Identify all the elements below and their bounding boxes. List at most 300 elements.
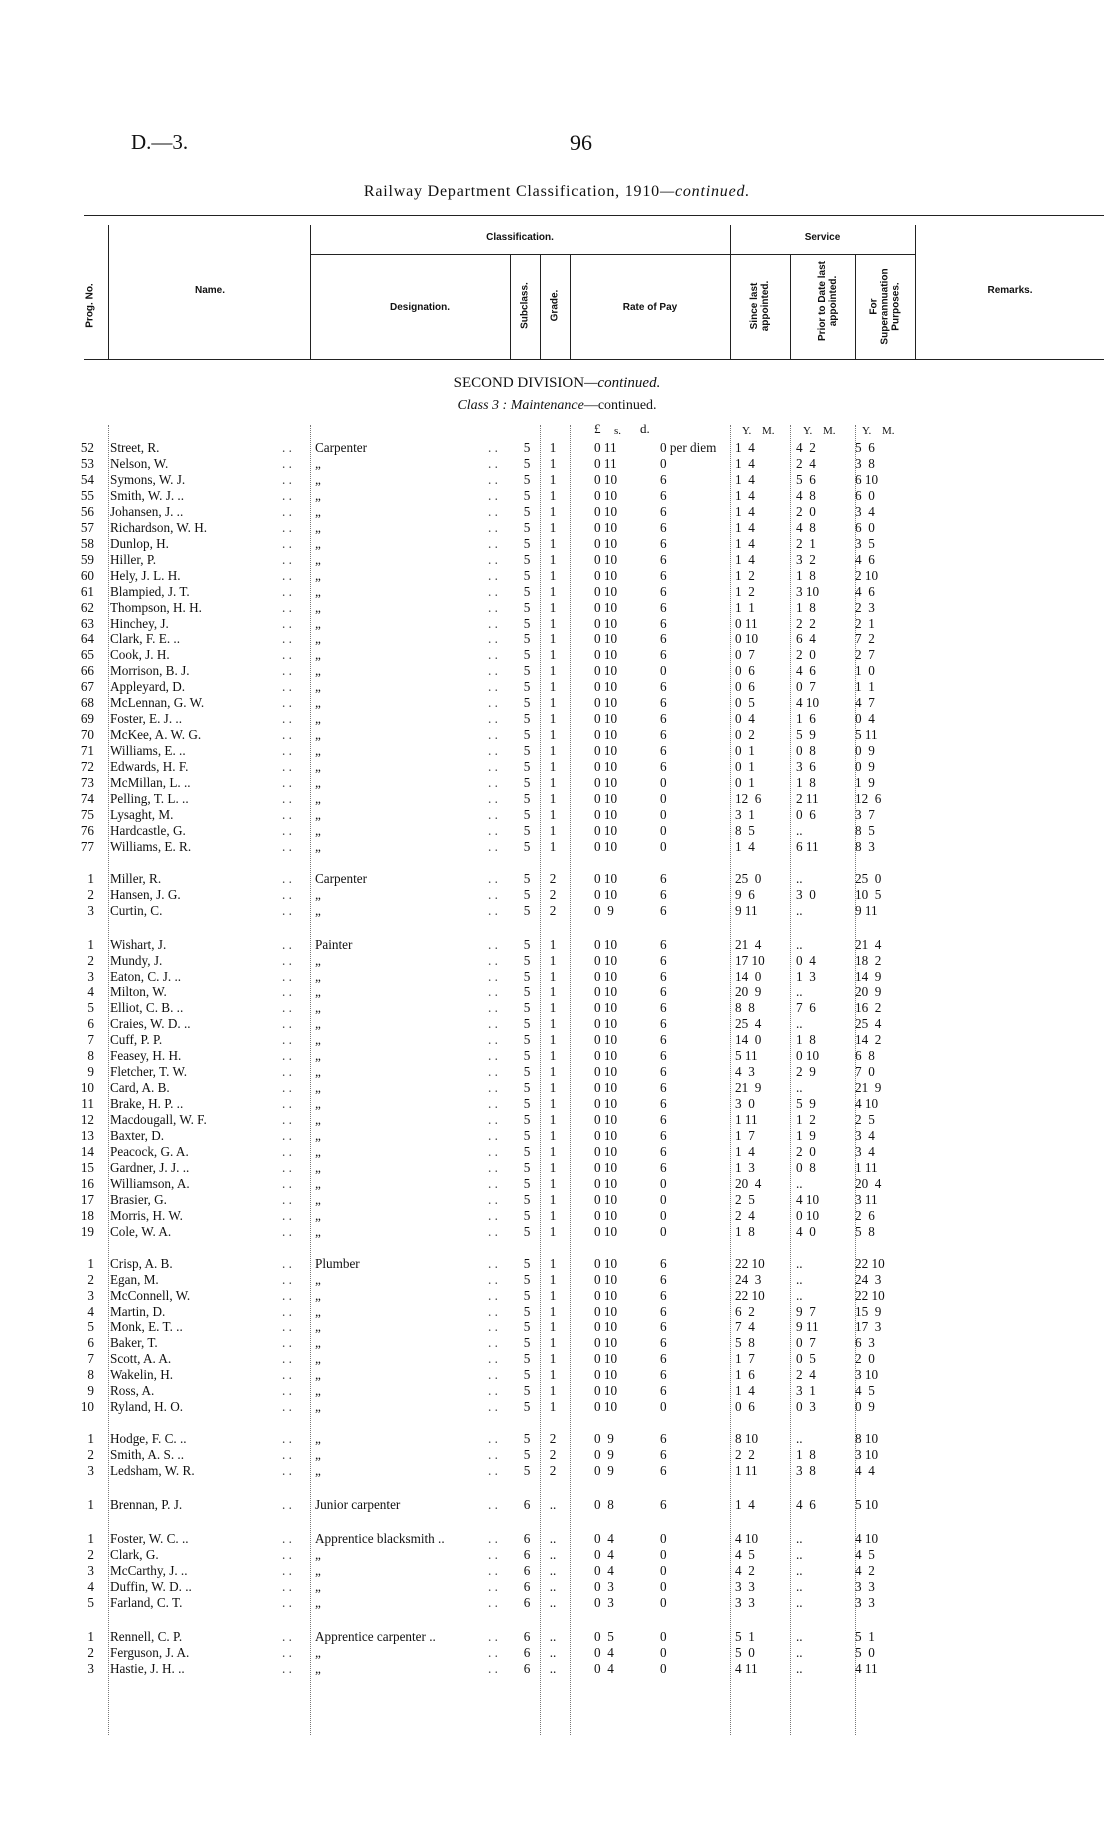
designation-cell: „ <box>315 1112 321 1127</box>
name-cell: Hinchey, J. <box>110 615 169 631</box>
rate-pounds-shillings-cell: 0 10 <box>594 599 618 615</box>
service-since-last-cell: 1 11 <box>735 1463 758 1478</box>
prog-no-cell: 71 <box>80 743 94 759</box>
name-cell: Thompson, H. H. <box>110 599 202 615</box>
leader-dots: . . <box>282 1546 292 1562</box>
rate-pounds-shillings-cell: 0 10 <box>594 968 618 984</box>
leader-dots: . . <box>488 775 498 790</box>
subclass-cell: 5 <box>523 902 531 918</box>
service-since-last-cell: 5 0 <box>735 1644 755 1660</box>
designation-cell: „ <box>315 1000 321 1016</box>
designation-cell: Carpenter <box>315 870 367 886</box>
leader-dots: . . <box>488 1335 498 1351</box>
prog-no-cell: 6 <box>87 1016 94 1032</box>
name-cell: McConnell, W. <box>110 1287 191 1303</box>
leader-dots: . . <box>282 695 292 711</box>
leader-dots: . . <box>282 1644 292 1660</box>
rate-pence-cell: 6 <box>660 1032 667 1048</box>
designation-cell: „ <box>315 806 321 822</box>
subclass-cell: 6 <box>523 1546 531 1562</box>
rate-pence-cell: 6 <box>660 471 667 487</box>
rate-pence-cell: 6 <box>660 727 667 743</box>
service-superannuation-cell: 6 0 <box>855 519 875 535</box>
grade-cell: .. <box>549 1546 557 1562</box>
name-cell: Williams, E. R. <box>110 838 192 854</box>
prog-no-cell: 58 <box>80 535 94 551</box>
table-row <box>0 568 1114 584</box>
service-superannuation-cell: 3 10 <box>855 1367 879 1383</box>
designation-cell: „ <box>315 952 321 968</box>
service-prior-cell: 2 1 <box>796 535 816 551</box>
grade-cell: 1 <box>549 1080 557 1096</box>
prog-no-cell: 3 <box>87 1562 94 1578</box>
rate-pence-cell: 6 <box>660 487 667 503</box>
service-superannuation-cell: 5 6 <box>855 440 875 455</box>
service-superannuation-cell: 20 9 <box>855 984 882 1000</box>
rate-pence-cell: 6 <box>660 1447 667 1463</box>
leader-dots: . . <box>488 1319 498 1335</box>
rate-pence-cell: 6 <box>660 1112 667 1127</box>
service-prior-cell: 0 8 <box>796 1159 816 1175</box>
table-row <box>0 1447 1114 1463</box>
designation-cell: „ <box>315 711 321 727</box>
prog-no-cell: 3 <box>87 902 94 918</box>
service-since-last-cell: 0 5 <box>735 695 755 711</box>
name-cell: Morrison, B. J. <box>110 663 190 679</box>
table-row <box>0 1288 1114 1304</box>
rate-pence-cell: 6 <box>660 679 667 695</box>
service-superannuation-cell: 3 4 <box>855 1128 875 1143</box>
rate-pence-cell: 0 <box>660 822 667 838</box>
service-superannuation-cell: 2 7 <box>855 647 875 663</box>
rate-pence-cell: 0 <box>660 1175 667 1191</box>
rate-pence-cell: 0 <box>660 1644 667 1660</box>
name-cell: Williams, E. .. <box>110 743 186 759</box>
unit-pound: £ <box>594 421 601 436</box>
grade-cell: 2 <box>549 1431 557 1447</box>
rate-pounds-shillings-cell: 0 10 <box>594 822 618 838</box>
name-cell: Duffin, W. D. .. <box>110 1578 192 1594</box>
rate-pounds-shillings-cell: 0 10 <box>594 679 618 695</box>
leader-dots: . . <box>488 1287 498 1303</box>
name-cell: Wakelin, H. <box>110 1367 174 1383</box>
service-prior-cell: .. <box>796 1594 803 1610</box>
grade-cell: 1 <box>549 455 557 471</box>
name-cell: Wishart, J. <box>110 936 167 952</box>
name-cell: Appleyard, D. <box>110 679 186 695</box>
col-head-designation: Designation. <box>389 302 450 313</box>
leader-dots: . . <box>282 663 292 679</box>
rate-pence-cell: 6 <box>660 984 667 1000</box>
table-row <box>0 1335 1114 1351</box>
leader-dots: . . <box>282 647 292 663</box>
service-superannuation-cell: 22 10 <box>855 1287 885 1303</box>
prog-no-cell: 2 <box>87 1447 94 1463</box>
name-cell: Martin, D. <box>110 1303 166 1319</box>
service-since-last-cell: 1 4 <box>735 1383 755 1399</box>
name-cell: Hardcastle, G. <box>110 822 186 838</box>
service-prior-cell: 1 8 <box>796 1447 816 1463</box>
grade-cell: 1 <box>549 952 557 968</box>
leader-dots: . . <box>282 1335 292 1351</box>
leader-dots: . . <box>282 790 292 806</box>
leader-dots: . . <box>282 1255 292 1271</box>
col-head-prior-to-date: Prior to Date last appointed. <box>817 260 839 342</box>
col-head-service: Service <box>804 232 841 243</box>
rate-pounds-shillings-cell: 0 10 <box>594 711 618 727</box>
prog-no-cell: 62 <box>80 599 94 615</box>
grade-cell: 1 <box>549 711 557 727</box>
service-superannuation-cell: 3 11 <box>855 1191 878 1207</box>
class-name: Maintenance <box>510 398 584 413</box>
leader-dots: . . <box>282 567 292 583</box>
designation-cell: „ <box>315 535 321 551</box>
rate-pounds-shillings-cell: 0 10 <box>594 838 618 854</box>
designation-cell: „ <box>315 902 321 918</box>
subclass-cell: 5 <box>523 1383 531 1399</box>
service-since-last-cell: 3 0 <box>735 1096 755 1112</box>
grade-cell: 1 <box>549 503 557 519</box>
leader-dots: . . <box>488 790 498 806</box>
prog-no-cell: 12 <box>80 1112 94 1127</box>
rate-pounds-shillings-cell: 0 10 <box>594 535 618 551</box>
designation-cell: „ <box>315 1207 321 1223</box>
table-row <box>0 1208 1114 1224</box>
prog-no-cell: 16 <box>80 1175 94 1191</box>
prog-no-cell: 64 <box>80 631 94 647</box>
prog-no-cell: 67 <box>80 679 94 695</box>
name-cell: Egan, M. <box>110 1271 159 1287</box>
grade-cell: 1 <box>549 1223 557 1239</box>
name-cell: Hely, J. L. H. <box>110 567 181 583</box>
designation-cell: Plumber <box>315 1255 360 1271</box>
designation-cell: „ <box>315 1644 321 1660</box>
leader-dots: . . <box>488 1628 498 1644</box>
rate-pence-cell: 6 <box>660 870 667 886</box>
service-superannuation-cell: 21 4 <box>855 936 882 952</box>
grade-cell: 1 <box>549 1000 557 1016</box>
service-superannuation-cell: 17 3 <box>855 1319 882 1335</box>
table-row <box>0 647 1114 663</box>
grade-cell: 1 <box>549 838 557 854</box>
designation-cell: „ <box>315 631 321 647</box>
service-prior-cell: 1 8 <box>796 1032 816 1048</box>
grade-cell: .. <box>549 1497 557 1512</box>
designation-cell: „ <box>315 1080 321 1096</box>
leader-dots: . . <box>282 1351 292 1367</box>
leader-dots: . . <box>282 1562 292 1578</box>
table-row <box>0 1563 1114 1579</box>
table-row <box>0 1351 1114 1367</box>
service-superannuation-cell: 0 9 <box>855 743 875 759</box>
leader-dots: . . <box>488 1080 498 1096</box>
leader-dots: . . <box>488 1463 498 1478</box>
leader-dots: . . <box>282 984 292 1000</box>
prog-no-cell: 11 <box>81 1096 94 1112</box>
service-superannuation-cell: 0 9 <box>855 759 875 774</box>
subclass-cell: 5 <box>523 1255 531 1271</box>
rate-pence-cell: 6 <box>660 1080 667 1096</box>
rate-pence-cell: 0 <box>660 1594 667 1610</box>
service-prior-cell: 9 11 <box>796 1319 819 1335</box>
service-superannuation-cell: 8 5 <box>855 822 875 838</box>
leader-dots: . . <box>488 535 498 551</box>
prog-no-cell: 77 <box>80 838 94 854</box>
leader-dots: . . <box>488 1399 498 1415</box>
prog-no-cell: 2 <box>87 1546 94 1562</box>
designation-cell: Carpenter <box>315 440 367 455</box>
prog-no-cell: 4 <box>87 1578 94 1594</box>
rate-pence-cell: 6 <box>660 1096 667 1112</box>
designation-cell: „ <box>315 503 321 519</box>
prog-no-cell: 15 <box>80 1159 94 1175</box>
designation-cell: „ <box>315 487 321 503</box>
name-cell: Brennan, P. J. <box>110 1497 183 1512</box>
grade-cell: 1 <box>549 599 557 615</box>
table-row <box>0 1304 1114 1320</box>
subclass-cell: 5 <box>523 551 531 567</box>
subclass-cell: 5 <box>523 1000 531 1016</box>
designation-cell: „ <box>315 1546 321 1562</box>
prog-no-cell: 1 <box>87 1530 94 1546</box>
rate-pounds-shillings-cell: 0 10 <box>594 1112 618 1127</box>
service-superannuation-cell: 6 0 <box>855 487 875 503</box>
leader-dots: . . <box>488 455 498 471</box>
designation-cell: „ <box>315 599 321 615</box>
rate-pounds-shillings-cell: 0 10 <box>594 1207 618 1223</box>
leader-dots: . . <box>488 870 498 886</box>
prog-no-cell: 5 <box>87 1000 94 1016</box>
service-prior-cell: 0 3 <box>796 1399 816 1415</box>
leader-dots: . . <box>282 1112 292 1127</box>
leader-dots: . . <box>488 1000 498 1016</box>
service-superannuation-cell: 24 3 <box>855 1271 882 1287</box>
table-row <box>0 1160 1114 1176</box>
service-superannuation-cell: 10 5 <box>855 886 882 902</box>
leader-dots: . . <box>488 1367 498 1383</box>
leader-dots: . . <box>282 743 292 759</box>
grade-cell: 1 <box>549 695 557 711</box>
subclass-cell: 6 <box>523 1594 531 1610</box>
grade-cell: 1 <box>549 1016 557 1032</box>
designation-cell: „ <box>315 1463 321 1478</box>
prog-no-cell: 4 <box>87 1303 94 1319</box>
designation-cell: „ <box>315 583 321 599</box>
table-row <box>0 887 1114 903</box>
unit-pence: d. <box>640 421 650 436</box>
leader-dots: . . <box>488 567 498 583</box>
rate-pounds-shillings-cell: 0 10 <box>594 551 618 567</box>
designation-cell: „ <box>315 695 321 711</box>
subclass-cell: 5 <box>523 519 531 535</box>
service-superannuation-cell: 4 5 <box>855 1546 875 1562</box>
prog-no-cell: 56 <box>80 503 94 519</box>
designation-cell: „ <box>315 1578 321 1594</box>
service-since-last-cell: 3 3 <box>735 1578 755 1594</box>
service-since-last-cell: 1 11 <box>735 1112 758 1127</box>
rate-pence-cell: 6 <box>660 615 667 631</box>
rate-pounds-shillings-cell: 0 10 <box>594 1271 618 1287</box>
prog-no-cell: 75 <box>80 806 94 822</box>
table-row <box>0 759 1114 775</box>
service-superannuation-cell: 5 11 <box>855 727 878 743</box>
rate-pounds-shillings-cell: 0 10 <box>594 743 618 759</box>
table-row <box>0 1144 1114 1160</box>
leader-dots: . . <box>282 551 292 567</box>
leader-dots: . . <box>282 1175 292 1191</box>
service-since-last-cell: 9 6 <box>735 886 755 902</box>
service-prior-cell: 0 6 <box>796 806 816 822</box>
rate-pounds-shillings-cell: 0 10 <box>594 567 618 583</box>
rate-pence-cell: 6 <box>660 1351 667 1367</box>
rate-pence-cell: 6 <box>660 952 667 968</box>
table-row <box>0 1032 1114 1048</box>
grade-cell: 1 <box>549 1048 557 1064</box>
rate-pence-cell: 6 <box>660 886 667 902</box>
rate-pence-cell: 0 <box>660 1628 667 1644</box>
service-since-last-cell: 21 4 <box>735 936 762 952</box>
service-prior-cell: .. <box>796 1271 803 1287</box>
grade-cell: 1 <box>549 1319 557 1335</box>
col-head-since-last: Since last appointed. <box>749 280 771 332</box>
service-superannuation-cell: 7 2 <box>855 631 875 647</box>
name-cell: Foster, E. J. .. <box>110 711 183 727</box>
leader-dots: . . <box>488 838 498 854</box>
service-prior-cell: 5 6 <box>796 471 816 487</box>
grade-cell: 2 <box>549 870 557 886</box>
table-row <box>0 584 1114 600</box>
service-since-last-cell: 1 4 <box>735 838 755 854</box>
subclass-cell: 5 <box>523 727 531 743</box>
rate-pence-cell: 6 <box>660 1287 667 1303</box>
service-since-last-cell: 1 4 <box>735 519 755 535</box>
designation-cell: „ <box>315 1064 321 1080</box>
service-superannuation-cell: 3 3 <box>855 1594 875 1610</box>
service-prior-cell: 4 6 <box>796 1497 816 1512</box>
prog-no-cell: 54 <box>80 471 94 487</box>
service-since-last-cell: 8 8 <box>735 1000 755 1016</box>
subclass-cell: 5 <box>523 679 531 695</box>
prog-no-cell: 74 <box>80 790 94 806</box>
prog-no-cell: 7 <box>87 1032 94 1048</box>
table-row <box>0 1319 1114 1335</box>
service-superannuation-cell: 25 4 <box>855 1016 882 1032</box>
leader-dots: . . <box>488 1223 498 1239</box>
leader-dots: . . <box>488 1159 498 1175</box>
service-since-last-cell: 1 4 <box>735 455 755 471</box>
service-superannuation-cell: 3 3 <box>855 1578 875 1594</box>
service-prior-cell: 0 10 <box>796 1048 820 1064</box>
col-head-name: Name. <box>194 285 225 296</box>
table-row <box>0 1645 1114 1661</box>
grade-cell: 1 <box>549 535 557 551</box>
subclass-cell: 5 <box>523 471 531 487</box>
table-row <box>0 504 1114 520</box>
service-since-last-cell: 1 4 <box>735 487 755 503</box>
subclass-cell: 6 <box>523 1530 531 1546</box>
rate-pounds-shillings-cell: 0 4 <box>594 1546 614 1562</box>
table-row <box>0 1016 1114 1032</box>
prog-no-cell: 57 <box>80 519 94 535</box>
rate-pounds-shillings-cell: 0 10 <box>594 1223 618 1239</box>
prog-no-cell: 2 <box>87 886 94 902</box>
table-row <box>0 631 1114 647</box>
name-cell: Clark, G. <box>110 1546 159 1562</box>
leader-dots: . . <box>488 902 498 918</box>
designation-cell: „ <box>315 1399 321 1415</box>
service-prior-cell: 1 6 <box>796 711 816 727</box>
table-row <box>0 679 1114 695</box>
service-since-last-cell: 21 9 <box>735 1080 762 1096</box>
designation-cell: „ <box>315 471 321 487</box>
name-cell: Monk, E. T. .. <box>110 1319 183 1335</box>
prog-no-cell: 8 <box>87 1367 94 1383</box>
subclass-cell: 5 <box>523 1303 531 1319</box>
service-prior-cell: 1 3 <box>796 968 816 984</box>
leader-dots: . . <box>488 1112 498 1127</box>
leader-dots: . . <box>282 1530 292 1546</box>
col-head-superannuation: For Superannuation Purposes. <box>868 268 902 345</box>
rate-pence-cell: 6 <box>660 936 667 952</box>
prog-no-cell: 2 <box>87 1644 94 1660</box>
prog-no-cell: 53 <box>80 455 94 471</box>
subclass-cell: 5 <box>523 1064 531 1080</box>
table-row <box>0 1367 1114 1383</box>
rate-pounds-shillings-cell: 0 10 <box>594 1303 618 1319</box>
name-cell: Ledsham, W. R. <box>110 1463 195 1478</box>
rate-pence-cell: 0 <box>660 1191 667 1207</box>
prog-no-cell: 2 <box>87 1271 94 1287</box>
rate-pence-cell: 6 <box>660 1303 667 1319</box>
subclass-cell: 5 <box>523 968 531 984</box>
service-prior-cell: 5 9 <box>796 1096 816 1112</box>
name-cell: Feasey, H. H. <box>110 1048 182 1064</box>
designation-cell: „ <box>315 1431 321 1447</box>
prog-no-cell: 1 <box>87 936 94 952</box>
leader-dots: . . <box>282 968 292 984</box>
service-prior-cell: 3 1 <box>796 1383 816 1399</box>
name-cell: Eaton, C. J. .. <box>110 968 182 984</box>
designation-cell: „ <box>315 1143 321 1159</box>
rate-pounds-shillings-cell: 0 10 <box>594 775 618 790</box>
subclass-cell: 5 <box>523 1463 531 1478</box>
subclass-cell: 5 <box>523 1399 531 1415</box>
table-row <box>0 1497 1114 1513</box>
rate-pounds-shillings-cell: 0 10 <box>594 1016 618 1032</box>
rate-pounds-shillings-cell: 0 10 <box>594 886 618 902</box>
service-since-last-cell: 2 2 <box>735 1447 755 1463</box>
subclass-cell: 5 <box>523 952 531 968</box>
table-row <box>0 1048 1114 1064</box>
name-cell: Brasier, G. <box>110 1191 167 1207</box>
service-superannuation-cell: 5 8 <box>855 1223 875 1239</box>
leader-dots: . . <box>488 952 498 968</box>
grade-cell: 1 <box>549 679 557 695</box>
designation-cell: „ <box>315 1096 321 1112</box>
prog-no-cell: 14 <box>80 1143 94 1159</box>
service-since-last-cell: 0 6 <box>735 679 755 695</box>
name-cell: Cuff, P. P. <box>110 1032 163 1048</box>
prog-no-cell: 5 <box>87 1594 94 1610</box>
name-cell: Hiller, P. <box>110 551 156 567</box>
designation-cell: „ <box>315 743 321 759</box>
service-superannuation-cell: 16 2 <box>855 1000 882 1016</box>
table-row <box>0 711 1114 727</box>
service-prior-cell: 4 0 <box>796 1223 816 1239</box>
grade-cell: 1 <box>549 1128 557 1143</box>
service-since-last-cell: 1 2 <box>735 567 755 583</box>
prog-no-cell: 1 <box>87 1497 94 1512</box>
